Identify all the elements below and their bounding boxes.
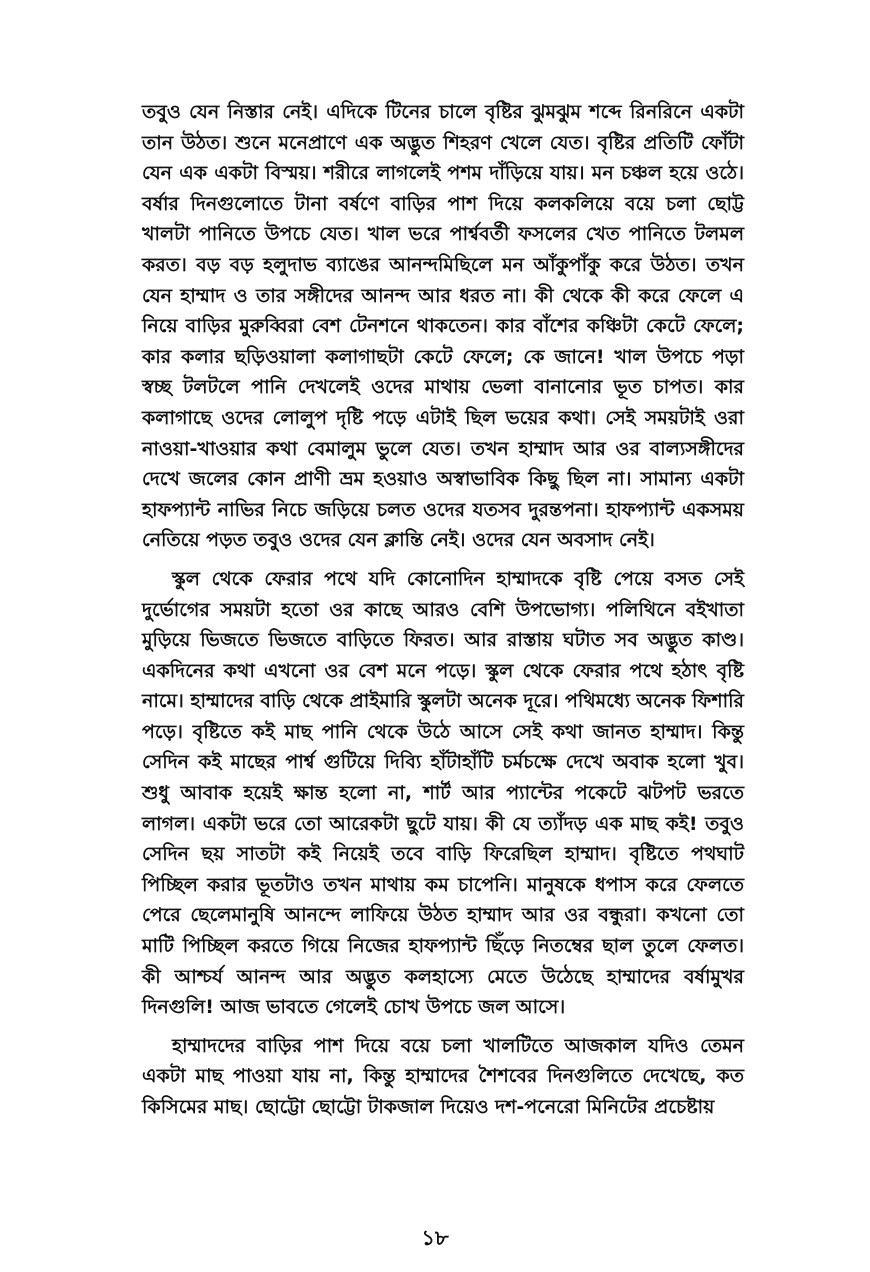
paragraph-3: হাম্মাদদের বাড়ির পাশ দিয়ে বয়ে চলা খালটিতে আজকাল যদিও তেমন একটা মাছ পাওয়া যায় না, কিন্তু হাম্মাদের শৈশবের দিনগুলিতে দেখেছে, কত কিসিমের মাছ। ছোট্টো ছোট্টো টাকজাল দিয়েও দশ-পনেরো মিনিটের প্রচেষ্টায় <box>142 1034 744 1118</box>
paragraph-1: তবুও যেন নিস্তার নেই। এদিকে টিনের চালে বৃষ্টির ঝুমঝুম শব্দে রিনরিনে একটা তান উঠত। শুনে মনেপ্রাণে এক অদ্ভুত শিহরণ খেলে যেত। বৃষ্টির প্রতিটি ফোঁটা যেন এক একটা বিস্ময়। শরীরে লাগলেই পশম দাঁড়িয়ে যায়। মন চঞ্চল হয়ে ওঠে। বর্ষার দিনগুলোতে টানা বর্ষণে বাড়ির পাশ দিয়ে কলকলিয়ে বয়ে চলা ছোট্ট খালটা পানিতে উপচে যেত। খাল ভরে পার্শ্ববর্তী ফসলের খেত পানিতে টলমল করত। বড় বড় হলুদাভ ব্যাঙের আনন্দমিছিলে মন আঁকুপাঁকু করে উঠত। তখন যেন হাম্মাদ ও তার সঙ্গীদের আনন্দ আর ধরত না। কী থেকে কী করে ফেলে এ নিয়ে বাড়ির মুরুব্বিরা বেশ টেনশনে থাকতেন। কার বাঁশের কঞ্চিটা কেটে ফেলে; কার কলার ছড়িওয়ালা কলাগাছটা কেটে ফেলে; কে জানে! খাল উপচে পড়া স্বচ্ছ টলটলে পানি দেখলেই ওদের মাথায় ভেলা বানানোর ভূত চাপত। কার কলাগাছে ওদের লোলুপ দৃষ্টি পড়ে এটাই ছিল ভয়ের কথা। সেই সময়টাই ওরা নাওয়া-খাওয়ার কথা বেমালুম ভুলে যেত। তখন হাম্মাদ আর ওর বাল্যসঙ্গীদের দেখে জলের কোন প্রাণী ভ্রম হওয়াও অস্বাভাবিক কিছু ছিল না। সামান্য একটা হাফপ্যান্ট নাভির নিচে জড়িয়ে চলত ওদের যতসব দুরন্তপনা। হাফপ্যান্ট একসময় নেতিয়ে পড়ত তবুও ওদের যেন ক্লান্তি নেই। ওদের যেন অবসাদ নেই। <box>142 101 744 552</box>
page-body <box>142 97 744 1123</box>
paragraph-2: স্কুল থেকে ফেরার পথে যদি কোনোদিন হাম্মাদকে বৃষ্টি পেয়ে বসত সেই দুর্ভোগের সময়টা হতো ওর কাছে আরও বেশি উপভোগ্য। পলিথিনে বইখাতা মুড়িয়ে ভিজতে ভিজতে বাড়িতে ফিরত। আর রাস্তায় ঘটাত সব অদ্ভুত কাণ্ড। একদিনের কথা এখনো ওর বেশ মনে পড়ে। স্কুল থেকে ফেরার পথে হঠাৎ বৃষ্টি নামে। হাম্মাদের বাড়ি থেকে প্রাইমারি স্কুলটা অনেক দূরে। পথিমধ্যে অনেক ফিশারি পড়ে। বৃষ্টিতে কই মাছ পানি থেকে উঠে আসে সেই কথা জানত হাম্মাদ। কিন্তু সেদিন কই মাছের পার্শ্ব গুটিয়ে দিব্যি হাঁটাহাঁটি চর্মচক্ষে দেখে অবাক হলো খুব। শুধু আবাক হয়েই ক্ষান্ত হলো না, শার্ট আর প্যান্টের পকেটে ঝটপট ভরতে লাগল। একটা ভরে তো আরেকটা ছুটে যায়। কী যে ত্যাঁদড় এক মাছ কই! তবুও সেদিন ছয় সাতটা কই নিয়েই তবে বাড়ি ফিরেছিল হাম্মাদ। বৃষ্টিতে পথঘাট পিচ্ছিল করার ভূতটাও তখন মাথায় কম চাপেনি। মানুষকে ধপাস করে ফেলতে পেরে ছেলেমানুষি আনন্দে লাফিয়ে উঠত হাম্মাদ আর ওর বন্ধুরা। কখনো তো মাটি পিচ্ছিল করতে গিয়ে নিজের হাফপ্যান্ট ছিঁড়ে নিতম্বের ছাল তুলে ফেলত। কী আশ্চর্য আনন্দ আর অদ্ভুত কলহাস্যে মেতে উঠেছে হাম্মাদের বর্ষামুখর দিনগুলি! আজ ভাবতে গেলেই চোখ উপচে জল আসে। <box>142 567 744 1019</box>
page-number: ১৮ <box>421 1226 449 1250</box>
